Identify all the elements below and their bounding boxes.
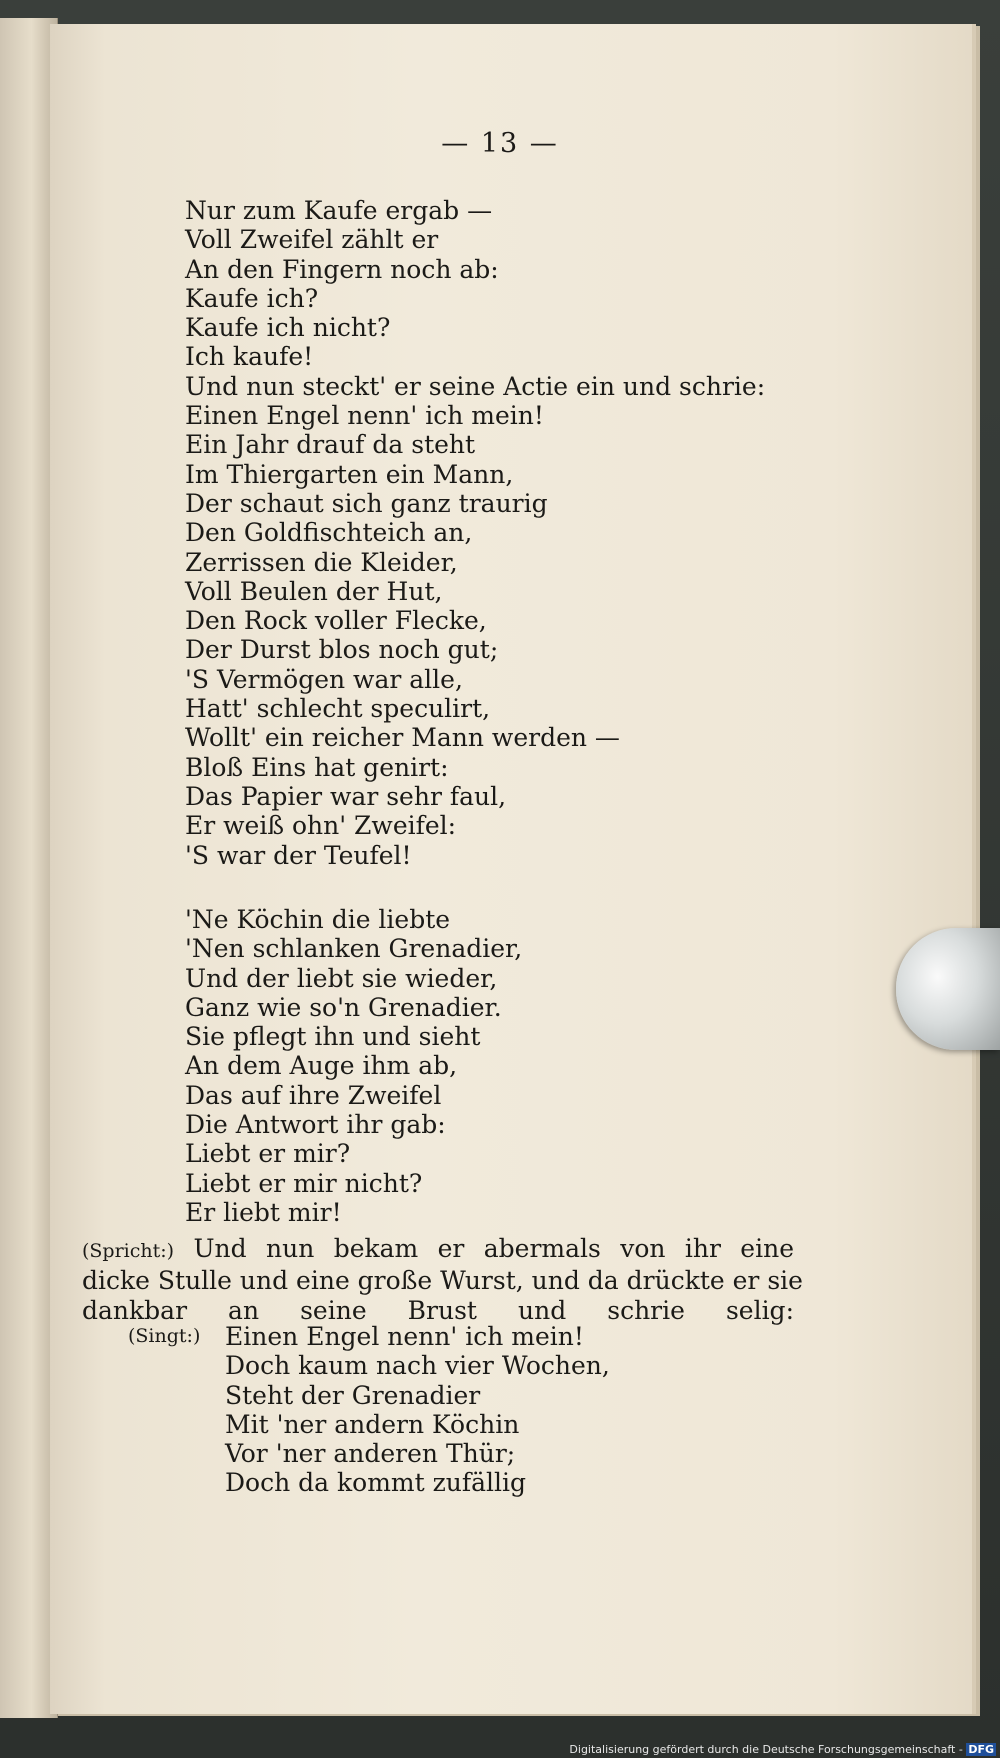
page-number: — 13 — [441, 128, 559, 159]
verse-line: Nur zum Kaufe ergab — [185, 196, 493, 225]
stage-direction-spoken: (Spricht:) [82, 1240, 175, 1262]
prose-line-1 [82, 1234, 794, 1266]
verse-line: Ganz wie so'n Grenadier. [185, 992, 502, 1022]
verse-line: Wollt' ein reicher Mann werden — [185, 723, 620, 753]
verse-line: Den Goldfischteich an, [185, 518, 473, 548]
verse-line: Und nun steckt' er seine Actie ein und schrie: [185, 371, 766, 401]
verse-line: Sie pflegt ihn und sieht [185, 1022, 481, 1052]
verse-line: Doch da kommt zufällig [225, 1468, 527, 1498]
verse-line: Vor 'ner anderen Thür; [225, 1439, 516, 1469]
verse-line: Liebt er mir? [185, 1139, 351, 1169]
verse-2 [185, 905, 522, 1227]
prose-line-text: Und nun bekam er abermals von ihr eine [193, 1234, 794, 1263]
verse-line: Das auf ihre Zweifel [185, 1080, 442, 1110]
verse-line: Ich kaufe! [185, 342, 314, 372]
verse-line: Kaufe ich nicht? [185, 313, 391, 343]
verse-line: Voll Zweifel zählt er [185, 225, 439, 255]
prose-line-2: dicke Stulle und eine große Wurst, und da drückte er sie [82, 1266, 803, 1296]
verse-line: Und der liebt sie wieder, [185, 963, 498, 993]
verse-line: Mit 'ner andern Köchin [225, 1409, 520, 1439]
verse-line: 'S Vermögen war alle, [185, 664, 463, 694]
verse-line: Ein Jahr drauf da steht [185, 430, 476, 460]
verse-line: Einen Engel nenn' ich mein! [185, 401, 544, 431]
verse-line: An dem Auge ihm ab, [185, 1051, 458, 1081]
verse-line: Bloß Eins hat genirt: [185, 752, 449, 782]
dfg-logo: DFG [968, 1743, 994, 1756]
prose-line-3: dankbar an seine Brust und schrie selig: [82, 1295, 794, 1325]
verse-line: Liebt er mir nicht? [185, 1168, 423, 1198]
verse-line: 'Nen schlanken Grenadier, [185, 934, 523, 964]
verse-line: Er liebt mir! [185, 1197, 342, 1227]
verse-line: Die Antwort ihr gab: [185, 1110, 446, 1140]
verse-line: Das Papier war sehr faul, [185, 781, 507, 811]
verse-line: Kaufe ich? [185, 283, 319, 313]
verse-line: Hatt' schlecht speculirt, [185, 694, 491, 724]
verse-line: Zerrissen die Kleider, [185, 547, 458, 577]
digitization-credit [569, 1743, 996, 1756]
verse-line: An den Fingern noch ab: [185, 254, 499, 284]
verse-line: Er weiß ohn' Zweifel: [185, 811, 457, 841]
spoken-passage [82, 1234, 803, 1325]
verse-3 [225, 1322, 610, 1498]
verse-line: Der Durst blos noch gut; [185, 635, 499, 665]
verse-line: Doch kaum nach vier Wochen, [225, 1351, 610, 1381]
verse-line: 'Ne Köchin die liebte [185, 905, 451, 934]
verse-line: Den Rock voller Flecke, [185, 606, 487, 636]
verse-line: 'S war der Teufel! [185, 840, 412, 870]
verse-line: Voll Beulen der Hut, [185, 576, 443, 606]
verse-1 [185, 196, 765, 870]
verse-line: Steht der Grenadier [225, 1380, 481, 1410]
verse-line: Im Thiergarten ein Mann, [185, 459, 514, 489]
verse-line: Der schaut sich ganz traurig [185, 488, 548, 518]
credit-text: Digitalisierung gefördert durch die Deutsche Forschungsgemeinschaft - [569, 1743, 963, 1756]
verse-line: Einen Engel nenn' ich mein! [225, 1322, 584, 1351]
stage-direction-sung: (Singt:) [128, 1325, 201, 1347]
